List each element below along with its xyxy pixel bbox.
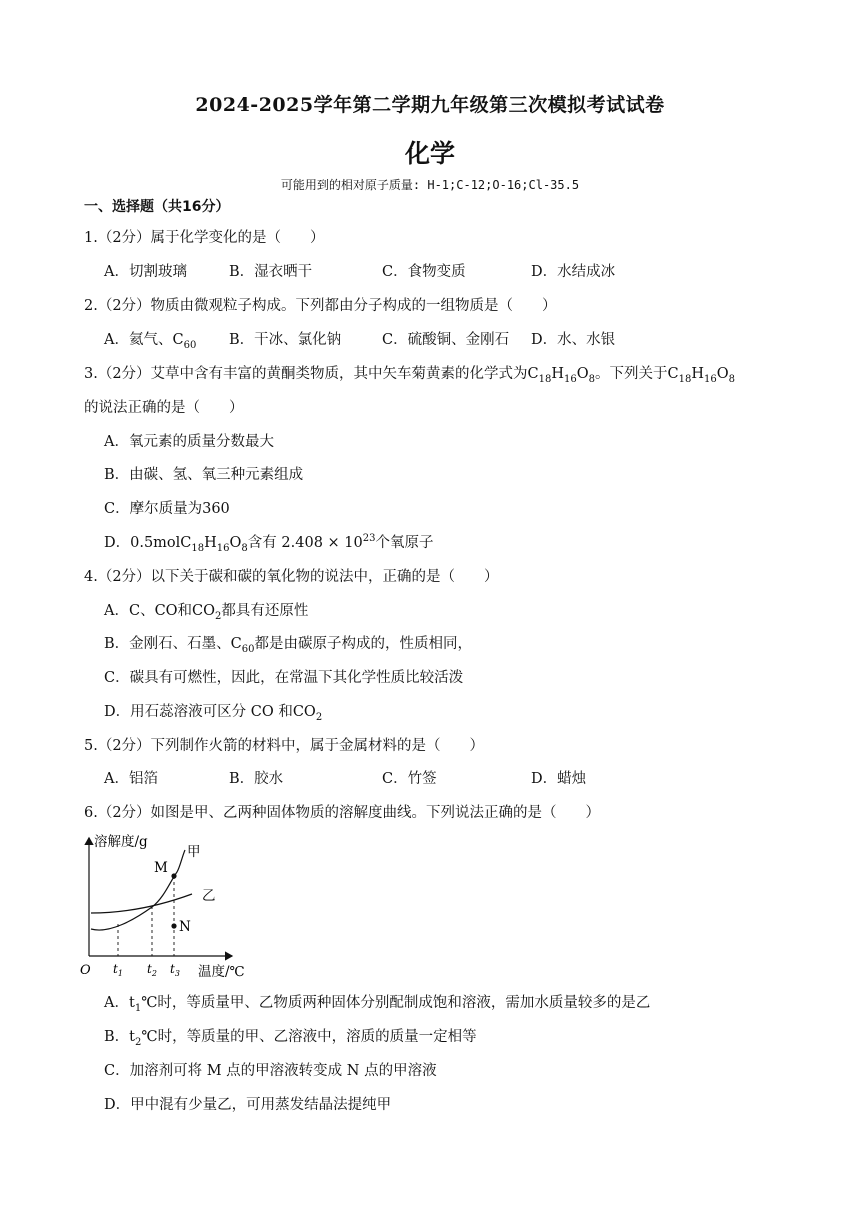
question-4-option-d[interactable]: D．用石蕊溶液可区分 CO 和$CO_2$ (104, 704, 323, 723)
question-3-stem-line2: 的说法正确的是（ ） (84, 400, 244, 416)
point-n-label: N (179, 919, 191, 935)
option-c[interactable]: C．食物变质 (382, 264, 466, 280)
t1-tick-label: $t_1$ (113, 962, 123, 978)
question-4-option-c[interactable]: C．碳具有可燃性，因此，在常温下其化学性质比较活泼 (104, 670, 464, 686)
point-n (171, 923, 176, 928)
option-d[interactable]: D．水、水银 (531, 332, 616, 348)
option-a[interactable]: A．氦气、$C_{60}$ (104, 332, 197, 351)
question-4-stem: 4.（2分）以下关于碳和碳的氧化物的说法中，正确的是（ ） (84, 569, 499, 585)
option-b[interactable]: B．干冰、氯化钠 (229, 332, 342, 348)
point-m (171, 873, 176, 878)
series-yi-label: 乙 (202, 888, 216, 904)
curve-jia (91, 850, 185, 930)
atomic-masses-note: 可能用到的相对原子质量: H-1;C-12;O-16;Cl-35.5 (280, 178, 580, 192)
curve-yi (91, 894, 192, 913)
question-6-option-d[interactable]: D．甲中混有少量乙，可用蒸发结晶法提纯甲 (104, 1097, 392, 1113)
t3-tick-label: $t_3$ (170, 962, 180, 978)
question-4-option-b[interactable]: B．金刚石、石墨、$C_{60}$都是由碳原子构成的，性质相同， (104, 636, 472, 655)
question-3-option-b[interactable]: B．由碳、氢、氧三种元素组成 (104, 467, 304, 483)
option-d[interactable]: D．水结成冰 (531, 264, 616, 280)
question-5-stem: 5.（2分）下列制作火箭的材料中，属于金属材料的是（ ） (84, 738, 485, 754)
option-c[interactable]: C．竹签 (382, 771, 437, 787)
y-axis-label: 溶解度/g (94, 834, 148, 850)
question-2-stem: 2.（2分）物质由微观粒子构成。下列都由分子构成的一组物质是（ ） (84, 298, 557, 314)
question-3-option-c[interactable]: C．摩尔质量为360 (104, 501, 230, 517)
question-3-option-d[interactable]: D．$0.5molC_{18}H_{16}O_8$含有 $2.408 \times 10^{23}$个氧原子 (104, 533, 434, 554)
question-3-stem-line1: 3.（2分）艾草中含有丰富的黄酮类物质，其中矢车菊黄素的化学式为$C_{18}H_{16}O_8$。下列关于$C_{18}H_{16}O_8$ (84, 366, 736, 385)
x-axis-label: 温度/℃ (198, 964, 245, 980)
option-a[interactable]: A．切割玻璃 (104, 264, 187, 280)
option-c[interactable]: C．硫酸铜、金刚石 (382, 332, 510, 348)
subject-title: 化学 (404, 139, 455, 168)
exam-title: 2024-2025学年第二学期九年级第三次模拟考试试卷 (195, 94, 665, 116)
option-b[interactable]: B．胶水 (229, 771, 284, 787)
t2-tick-label: $t_2$ (147, 962, 157, 978)
question-4-option-a[interactable]: A．C、CO和$CO_2$都具有还原性 (104, 603, 309, 622)
question-6-stem: 6.（2分）如图是甲、乙两种固体物质的溶解度曲线。下列说法正确的是（ ） (84, 805, 601, 821)
series-jia-label: 甲 (187, 844, 201, 860)
solubility-curve-graph (74, 830, 264, 982)
origin-label: O (80, 963, 91, 978)
question-6-option-c[interactable]: C．加溶剂可将 M 点的甲溶液转变成 N 点的甲溶液 (104, 1063, 437, 1079)
question-6-option-a[interactable]: A．$t_1℃$时，等质量甲、乙物质两种固体分别配制成饱和溶液，需加水质量较多的是乙 (104, 995, 651, 1014)
option-d[interactable]: D．蜡烛 (531, 771, 587, 787)
question-3-option-a[interactable]: A．氧元素的质量分数最大 (104, 434, 274, 450)
section-heading: 一、选择题（共16分） (84, 199, 230, 215)
point-m-label: M (154, 860, 168, 876)
question-6-option-b[interactable]: B．$t_2℃$时，等质量的甲、乙溶液中，溶质的质量一定相等 (104, 1029, 477, 1048)
option-a[interactable]: A．铝箔 (104, 771, 158, 787)
option-b[interactable]: B．湿衣晒干 (229, 264, 313, 280)
question-1-stem: 1.（2分）属于化学变化的是（ ） (84, 230, 325, 246)
